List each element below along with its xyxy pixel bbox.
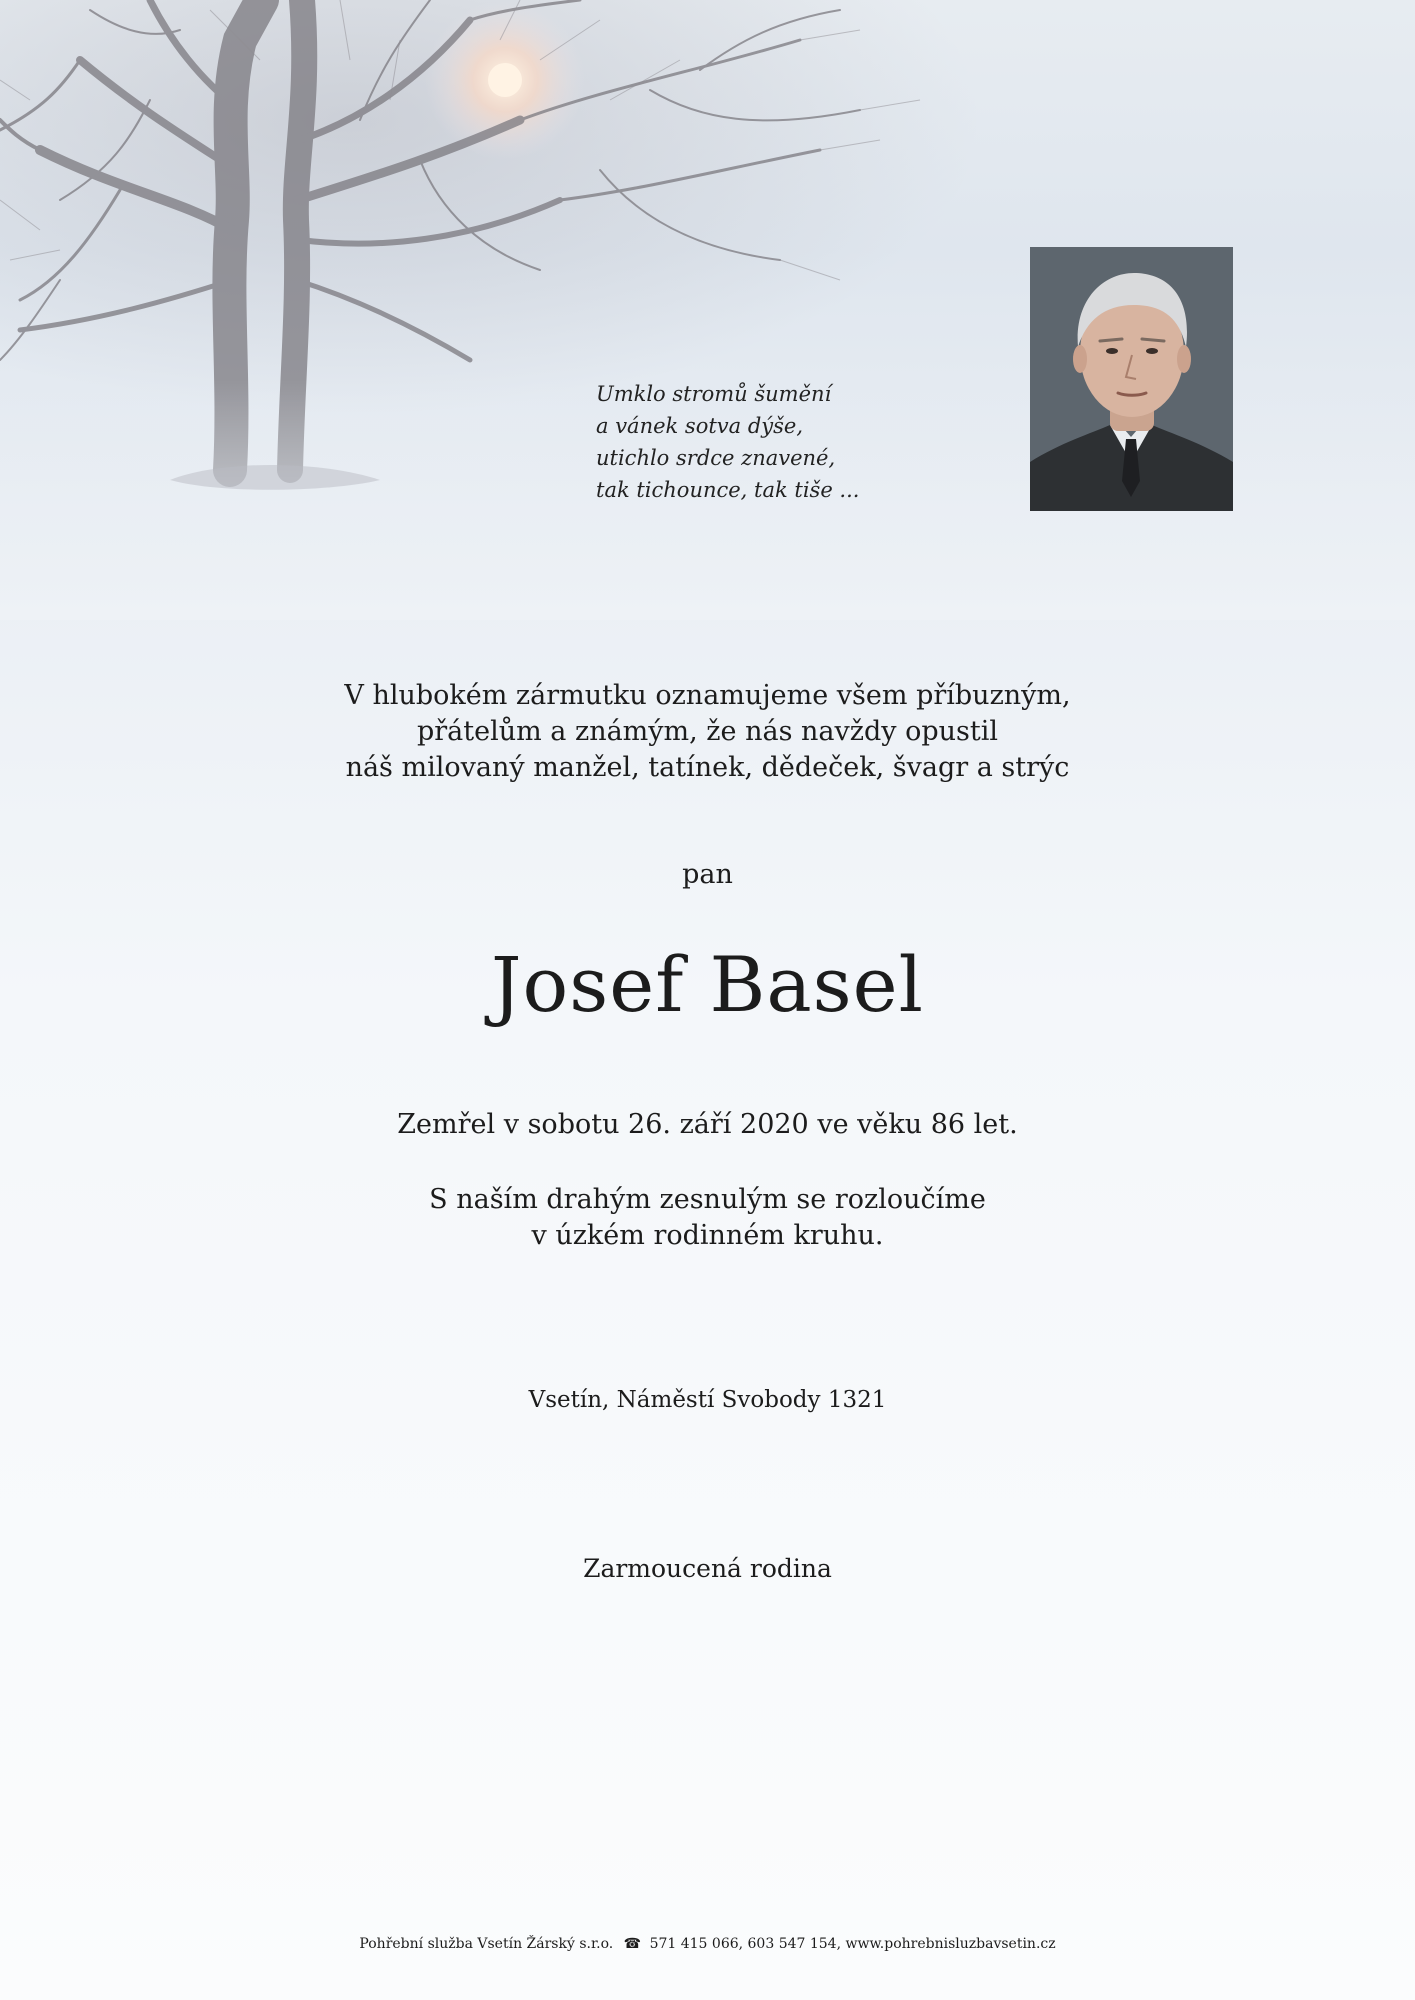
farewell-text xyxy=(0,1182,1415,1254)
address: Vsetín, Náměstí Svobody 1321 xyxy=(528,1387,887,1413)
portrait-eye xyxy=(1146,348,1158,354)
sun xyxy=(488,63,522,97)
portrait-ear xyxy=(1177,345,1191,373)
announcement-line: V hlubokém zármutku oznamujeme všem příbuzným, xyxy=(344,680,1071,711)
farewell-line: v úzkém rodinném kruhu. xyxy=(531,1220,884,1251)
verse-line: a vánek sotva dýše, xyxy=(596,414,804,438)
announcement-text xyxy=(0,678,1415,786)
phone-icon: ☎ xyxy=(623,1936,642,1952)
verse-line: utichlo srdce znavené, xyxy=(596,446,836,470)
footer-phones: 571 415 066, 603 547 154, xyxy=(649,1936,842,1952)
verse-line: tak tichounce, tak tiše ... xyxy=(596,478,860,502)
farewell-line: S naším drahým zesnulým se rozloučíme xyxy=(429,1184,986,1215)
portrait-photo xyxy=(1030,247,1233,511)
death-notice: Zemřel v sobotu 26. září 2020 ve věku 86 let. xyxy=(397,1109,1018,1140)
announcement-line: náš milovaný manžel, tatínek, dědeček, švagr a strýc xyxy=(345,752,1070,783)
honorific: pan xyxy=(682,859,733,890)
family-signature: Zarmoucená rodina xyxy=(583,1554,832,1583)
verse-line: Umklo stromů šumění xyxy=(596,382,832,406)
portrait-ear xyxy=(1073,345,1087,373)
portrait-eye xyxy=(1106,348,1118,354)
funeral-service-footer xyxy=(0,1934,1415,1954)
footer-company: Pohřební služba Vsetín Žárský s.r.o. xyxy=(359,1936,614,1952)
deceased-name: Josef Basel xyxy=(491,940,924,1029)
footer-website[interactable]: www.pohrebnisluzbavsetin.cz xyxy=(845,1936,1056,1952)
memorial-verse xyxy=(596,378,896,506)
announcement-line: přátelům a známým, že nás navždy opustil xyxy=(416,716,999,747)
